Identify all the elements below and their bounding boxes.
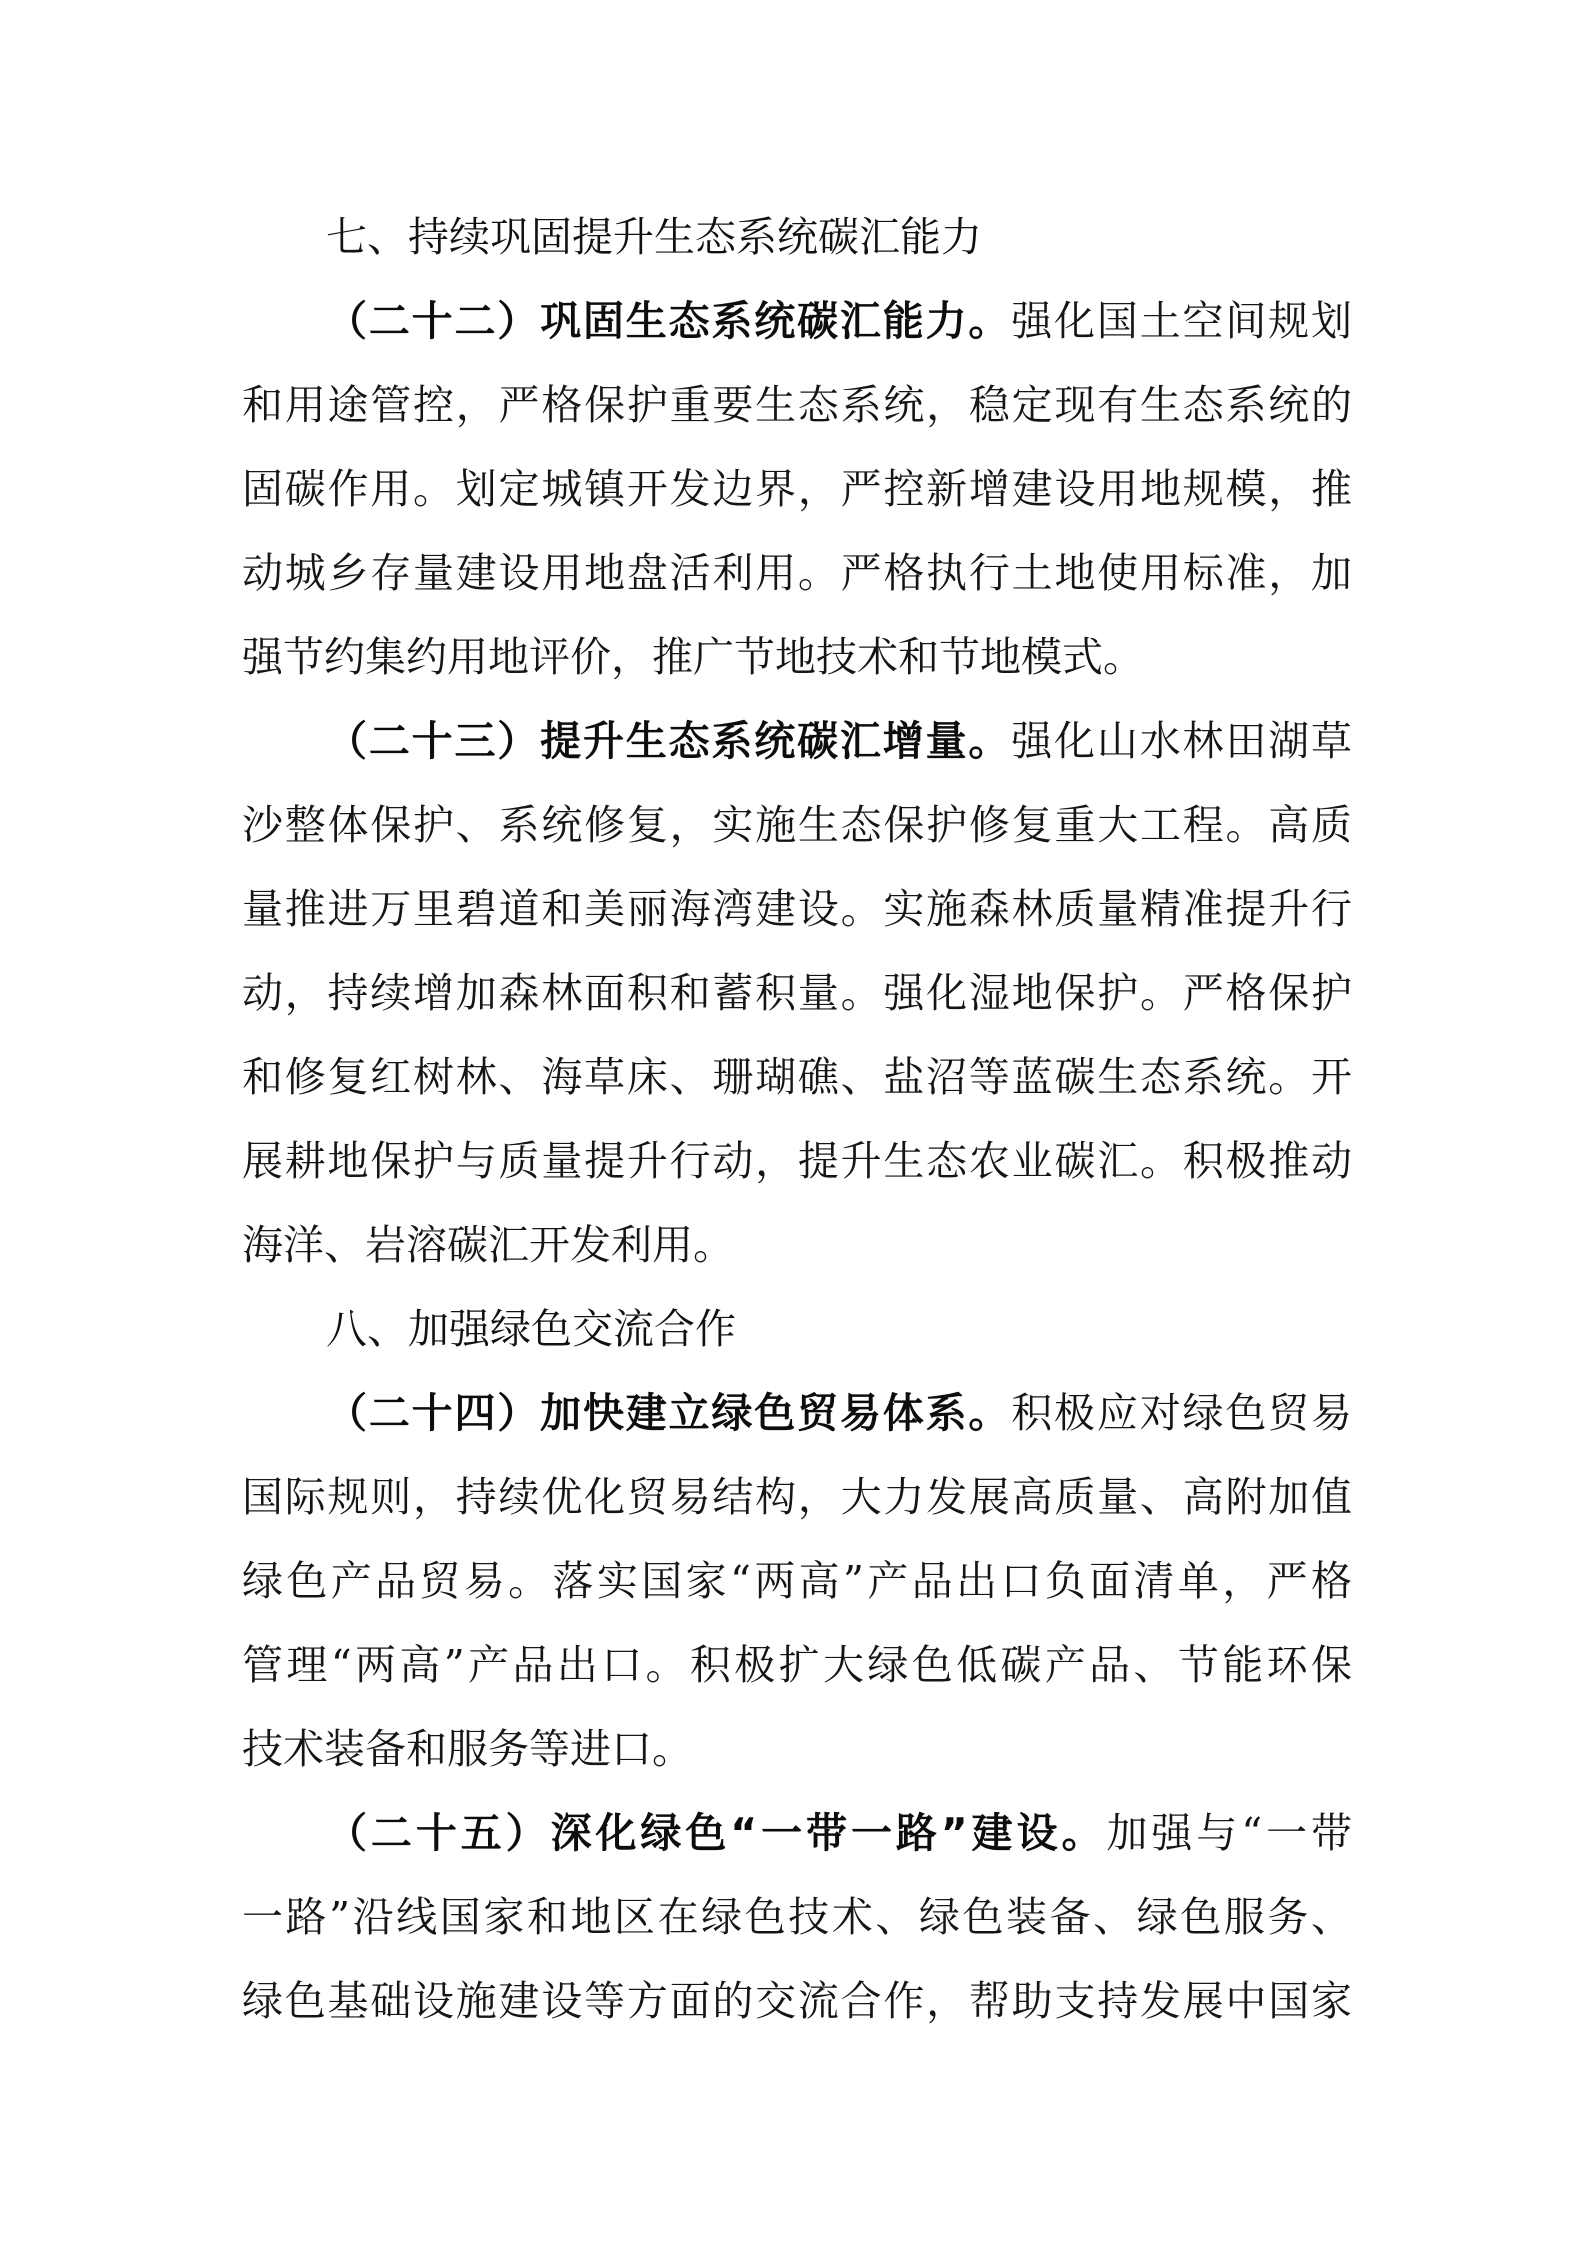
paragraph-24	[242, 1371, 1352, 1791]
paragraph-lead: （二十五）深化绿色“一带一路”建设。	[326, 1809, 1107, 1857]
section-heading-7: 七、持续巩固提升生态系统碳汇能力	[326, 213, 982, 261]
paragraph-lead: （二十三）提升生态系统碳汇增量。	[326, 717, 1012, 765]
paragraph-lead: （二十四）加快建立绿色贸易体系。	[326, 1389, 1012, 1437]
paragraph-line: 管理“两高”产品出口。积极扩大绿色低碳产品、节能环保	[242, 1641, 1352, 1689]
paragraph-line	[242, 1791, 1352, 1875]
paragraph-line: 动，持续增加森林面积和蓄积量。强化湿地保护。严格保护	[242, 969, 1352, 1017]
paragraph-line	[242, 1371, 1352, 1455]
document-body	[242, 195, 1352, 2043]
paragraph-text: 加强与“一带	[1106, 1809, 1352, 1857]
paragraph-line: 动城乡存量建设用地盘活利用。严格执行土地使用标准，加	[242, 549, 1352, 597]
paragraph-line: 绿色基础设施建设等方面的交流合作，帮助支持发展中国家	[242, 1977, 1352, 2025]
paragraph-line: 一路”沿线国家和地区在绿色技术、绿色装备、绿色服务、	[242, 1893, 1352, 1941]
paragraph-line: 强节约集约用地评价，推广节地技术和节地模式。	[242, 633, 1144, 681]
paragraph-lead: （二十二）巩固生态系统碳汇能力。	[326, 297, 1012, 345]
paragraph-line	[242, 279, 1352, 363]
paragraph-line: 沙整体保护、系统修复，实施生态保护修复重大工程。高质	[242, 801, 1352, 849]
paragraph-23	[242, 699, 1352, 1287]
paragraph-line: 海洋、岩溶碳汇开发利用。	[242, 1221, 734, 1269]
paragraph-line: 展耕地保护与质量提升行动，提升生态农业碳汇。积极推动	[242, 1137, 1352, 1185]
paragraph-text: 积极应对绿色贸易	[1011, 1389, 1353, 1437]
paragraph-22	[242, 279, 1352, 699]
paragraph-line: 和修复红树林、海草床、珊瑚礁、盐沼等蓝碳生态系统。开	[242, 1053, 1352, 1101]
paragraph-line: 绿色产品贸易。落实国家“两高”产品出口负面清单，严格	[242, 1557, 1352, 1605]
paragraph-line: 国际规则，持续优化贸易结构，大力发展高质量、高附加值	[242, 1473, 1352, 1521]
paragraph-text: 强化国土空间规划	[1011, 297, 1353, 345]
paragraph-line: 技术装备和服务等进口。	[242, 1725, 693, 1773]
paragraph-25	[242, 1791, 1352, 2043]
section-heading-8: 八、加强绿色交流合作	[326, 1305, 736, 1353]
paragraph-line: 和用途管控，严格保护重要生态系统，稳定现有生态系统的	[242, 381, 1352, 429]
paragraph-line	[242, 699, 1352, 783]
paragraph-line: 固碳作用。划定城镇开发边界，严控新增建设用地规模，推	[242, 465, 1352, 513]
paragraph-text: 强化山水林田湖草	[1011, 717, 1353, 765]
paragraph-line: 量推进万里碧道和美丽海湾建设。实施森林质量精准提升行	[242, 885, 1352, 933]
